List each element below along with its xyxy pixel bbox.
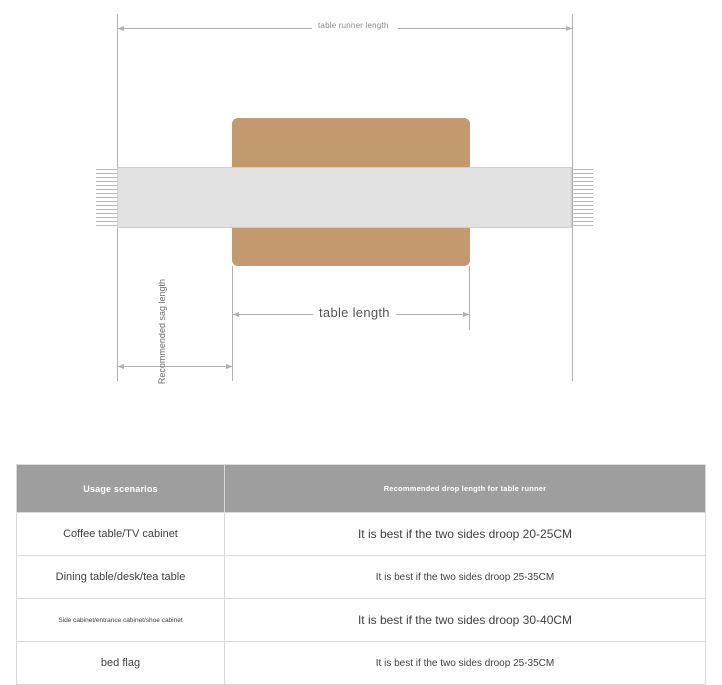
cell-scenario: Coffee table/TV cabinet — [17, 513, 225, 556]
table-row — [17, 513, 706, 556]
cell-scenario: Side cabinet/entrance cabinet/shoe cabinet — [17, 599, 225, 642]
table-header — [17, 465, 706, 513]
table-row — [17, 642, 706, 685]
cell-scenario: Dining table/desk/tea table — [17, 556, 225, 599]
cell-drop: It is best if the two sides droop 20-25CM — [225, 513, 706, 556]
runner-fringe-left — [96, 167, 117, 228]
table-body — [17, 513, 706, 685]
header-usage-scenarios: Usage scenarios — [17, 465, 225, 513]
recommendation-table — [16, 464, 706, 685]
table-length-label: table length — [319, 305, 390, 320]
table-row — [17, 556, 706, 599]
table-header-row — [17, 465, 706, 513]
header-recommended-drop: Recommended drop length for table runner — [225, 465, 706, 513]
cell-scenario: bed flag — [17, 642, 225, 685]
recommendation-table-wrap — [16, 464, 706, 685]
runner-fringe-right — [572, 167, 593, 228]
cell-drop: It is best if the two sides droop 25-35CM — [225, 556, 706, 599]
runner-length-label: table runner length — [318, 21, 389, 30]
sag-length-label: Recommended sag length — [157, 279, 167, 385]
table-runner-shape — [117, 167, 572, 228]
cell-drop: It is best if the two sides droop 25-35CM — [225, 642, 706, 685]
cell-drop: It is best if the two sides droop 30-40CM — [225, 599, 706, 642]
table-row — [17, 599, 706, 642]
